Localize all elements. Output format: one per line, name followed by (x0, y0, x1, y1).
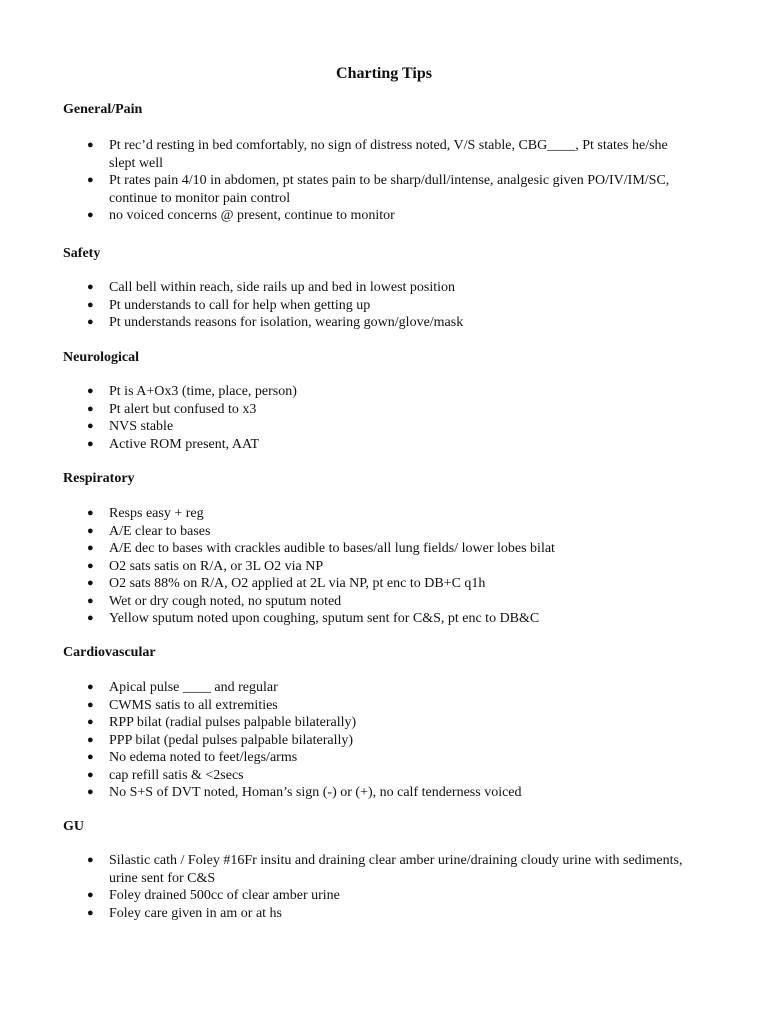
list-item (63, 593, 683, 611)
bullet-dot-icon: ● (87, 420, 94, 432)
bullet-dot-icon: ● (87, 768, 94, 781)
list-item-text: Foley drained 500cc of clear amber urine (109, 888, 340, 903)
list-item (63, 523, 683, 541)
list-item-text: A/E dec to bases with crackles audible to bases/all lung fields/ lower lobes bilat (109, 541, 555, 556)
list-item-text: Pt is A+Ox3 (time, place, person) (109, 384, 297, 399)
bullet-dot-icon: ● (87, 786, 94, 798)
list-item-text: no voiced concerns @ present, continue to monitor (109, 208, 395, 223)
list-item-text: Pt understands reasons for isolation, wearing gown/glove/mask (109, 315, 464, 330)
section-list-safety (63, 279, 683, 332)
list-item-text: A/E clear to bases (109, 523, 211, 539)
list-item (63, 383, 683, 401)
bullet-dot-icon: ● (87, 751, 94, 763)
bullet-dot-icon: ● (87, 854, 94, 866)
list-item (63, 732, 683, 750)
list-item (63, 697, 683, 715)
bullet-dot-icon: ● (87, 437, 94, 450)
bullet-dot-icon: ● (87, 316, 94, 328)
section-list-gu (63, 852, 683, 922)
list-item-text: CWMS satis to all extremities (109, 697, 278, 713)
list-item (63, 749, 683, 767)
list-item (63, 279, 683, 297)
list-item-text: Silastic cath / Foley #16Fr insitu and draining clear amber urine/draining cloudy urine with sediments, urine sent for C&S (109, 853, 683, 886)
list-item-text: RPP bilat (radial pulses palpable bilaterally) (109, 715, 357, 730)
list-item-text: Active ROM present, AAT (109, 436, 260, 452)
list-item (63, 714, 683, 732)
bullet-dot-icon: ● (87, 402, 94, 415)
list-item (63, 610, 683, 628)
section-heading-cardiovascular: Cardiovascular (63, 645, 156, 660)
list-item-text: Pt rates pain 4/10 in abdomen, pt states pain to be sharp/dull/intense, analgesic given PO/IV/IM/SC, continue to monitor pain control (109, 173, 670, 206)
list-item-text: Call bell within reach, side rails up and bed in lowest position (109, 280, 456, 295)
list-item-text: Resps easy + reg (109, 506, 204, 521)
list-item-text: Wet or dry cough noted, no sputum noted (109, 593, 342, 609)
section-heading-safety: Safety (63, 246, 101, 261)
bullet-dot-icon: ● (87, 507, 94, 519)
list-item-text: Pt understands to call for help when getting up (109, 297, 371, 313)
bullet-dot-icon: ● (87, 577, 94, 589)
document-title: Charting Tips (336, 65, 432, 82)
section-heading-gu: GU (63, 819, 84, 834)
bullet-dot-icon: ● (87, 594, 94, 607)
bullet-dot-icon: ● (87, 681, 94, 693)
list-item-text: Yellow sputum noted upon coughing, sputum sent for C&S, pt enc to DB&C (109, 611, 540, 626)
list-item (63, 505, 683, 523)
list-item-text: No S+S of DVT noted, Homan’s sign (-) or (+), no calf tenderness voiced (109, 785, 522, 800)
list-item-text: Apical pulse ____ and regular (109, 680, 278, 695)
bullet-dot-icon: ● (87, 716, 94, 728)
bullet-dot-icon: ● (87, 542, 94, 554)
list-item-text: Pt rec’d resting in bed comfortably, no sign of distress noted, V/S stable, CBG____, Pt states he/she slept well (109, 138, 668, 171)
list-item (63, 784, 683, 802)
list-item (63, 852, 683, 887)
list-item-text: Foley care given in am or at hs (109, 905, 283, 921)
list-item-text: O2 sats 88% on R/A, O2 applied at 2L via NP, pt enc to DB+C q1h (109, 576, 486, 591)
list-item (63, 314, 683, 332)
bullet-dot-icon: ● (87, 889, 94, 901)
section-heading-respiratory: Respiratory (63, 471, 135, 486)
section-heading-general-pain: General/Pain (63, 102, 143, 117)
bullet-dot-icon: ● (87, 209, 94, 221)
bullet-dot-icon: ● (87, 281, 94, 293)
list-item (63, 575, 683, 593)
list-item (63, 401, 683, 419)
list-item (63, 558, 683, 576)
list-item (63, 767, 683, 785)
list-item-text: PPP bilat (pedal pulses palpable bilaterally) (109, 732, 354, 748)
list-item (63, 905, 683, 923)
list-item (63, 679, 683, 697)
section-list-general-pain (63, 137, 683, 225)
list-item-text: No edema noted to feet/legs/arms (109, 750, 298, 765)
bullet-dot-icon: ● (87, 139, 94, 151)
section-list-respiratory (63, 505, 683, 628)
bullet-dot-icon: ● (87, 612, 94, 624)
bullet-dot-icon: ● (87, 698, 94, 711)
bullet-dot-icon: ● (87, 385, 94, 397)
list-item-text: O2 sats satis on R/A, or 3L O2 via NP (109, 558, 324, 574)
section-list-neurological (63, 383, 683, 453)
bullet-dot-icon: ● (87, 733, 94, 746)
list-item (63, 137, 683, 172)
bullet-dot-icon: ● (87, 559, 94, 572)
section-list-cardiovascular (63, 679, 683, 802)
list-item (63, 207, 683, 225)
list-item (63, 540, 683, 558)
section-heading-neurological: Neurological (63, 350, 139, 365)
list-item (63, 436, 683, 454)
bullet-dot-icon: ● (87, 174, 94, 186)
list-item (63, 297, 683, 315)
bullet-dot-icon: ● (87, 298, 94, 311)
list-item (63, 172, 683, 207)
list-item-text: cap refill satis & <2secs (109, 767, 244, 783)
list-item-text: NVS stable (109, 419, 174, 434)
list-item (63, 418, 683, 436)
list-item-text: Pt alert but confused to x3 (109, 401, 257, 417)
list-item (63, 887, 683, 905)
bullet-dot-icon: ● (87, 524, 94, 537)
bullet-dot-icon: ● (87, 906, 94, 919)
